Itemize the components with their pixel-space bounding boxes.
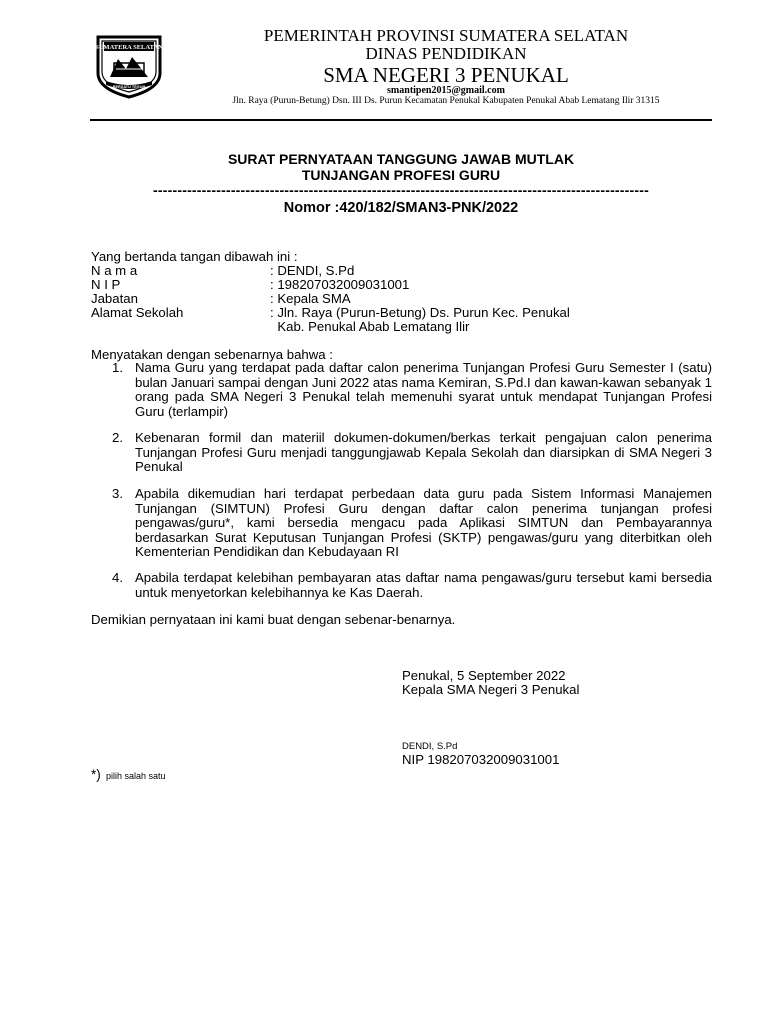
letterhead-email: smantipen2015@gmail.com <box>387 85 505 96</box>
identity-label-nip: N I P <box>91 277 121 292</box>
signature-position: Kepala SMA Negeri 3 Penukal <box>402 682 580 697</box>
identity-label-address: Alamat Sekolah <box>91 305 184 320</box>
list-item <box>112 431 712 475</box>
signature-name: DENDI, S.Pd <box>402 741 458 752</box>
identity-value-name: : DENDI, S.Pd <box>270 263 355 278</box>
list-item-number: 3. <box>112 486 123 501</box>
letterhead-school-name: SMA NEGERI 3 PENUKAL <box>323 63 569 87</box>
identity-value-position: : Kepala SMA <box>270 291 351 306</box>
school-logo <box>92 33 166 99</box>
document-title-line1: SURAT PERNYATAAN TANGGUNG JAWAB MUTLAK <box>227 151 575 167</box>
list-item <box>112 361 712 419</box>
identity-value-nip: : 198207032009031001 <box>270 277 410 292</box>
letterhead-department: DINAS PENDIDIKAN <box>365 44 527 63</box>
identity-value-address: : Jln. Raya (Purun-Betung) Ds. Purun Kec. Penukal <box>270 305 570 320</box>
list-item-text: Apabila terdapat kelebihan pembayaran atas daftar nama pengawas/guru tersebut kami bersedia untuk menyetorkan kelebihannya ke Kas Daerah. <box>135 570 712 600</box>
footnote-mark: *) <box>91 767 101 782</box>
list-item <box>112 571 712 600</box>
document-number: Nomor :420/182/SMAN3-PNK/2022 <box>283 200 519 216</box>
letterhead-address: Jln. Raya (Purun-Betung) Dsn. III Ds. Purun Kecamatan Penukal Kabupaten Penukal Abab Lematang Ilir 31315 <box>232 96 660 106</box>
list-item <box>112 487 712 560</box>
signature-place-date: Penukal, 5 September 2022 <box>402 668 566 683</box>
footnote-text: pilih salah satu <box>106 771 166 781</box>
title-dashed-divider: ------------------------------------------------------------------------------------------------------ <box>153 182 649 198</box>
list-item-text: Kebenaran formil dan materiil dokumen-dokumen/berkas terkait pengajuan calon penerima Tunjangan Profesi Guru menjadi tanggungjawab Kepala Sekolah dan diarsipkan di SMA Negeri 3 Penukal <box>135 430 712 475</box>
sumatera-selatan-emblem-icon <box>92 33 166 99</box>
document-title-line2: TUNJANGAN PROFESI GURU <box>301 167 501 183</box>
identity-label-name: N a m a <box>91 263 138 278</box>
list-item-number: 1. <box>112 360 123 375</box>
closing-text: Demikian pernyataan ini kami buat dengan sebenar-benarnya. <box>91 612 456 627</box>
svg-text:BERSATU TEGUH: BERSATU TEGUH <box>112 85 146 89</box>
signature-nip: NIP 198207032009031001 <box>402 752 560 767</box>
svg-text:SUMATERA SELATAN: SUMATERA SELATAN <box>95 44 163 51</box>
identity-label-position: Jabatan <box>91 291 138 306</box>
list-item-number: 2. <box>112 430 123 445</box>
letterhead-government: PEMERINTAH PROVINSI SUMATERA SELATAN <box>263 26 629 45</box>
list-item-text: Nama Guru yang terdapat pada daftar calon penerima Tunjangan Profesi Guru Semester I (satu) bulan Januari sampai dengan Juni 2022 atas nama Kemiran, S.Pd.I dan kawan-kawan sebanyak 1 orang pada SMA Negeri 3 Penukal telah memenuhi syarat untuk mendapat Tunjangan Profesi Guru (terlampir) <box>135 360 712 419</box>
intro-text: Yang bertanda tangan dibawah ini : <box>91 249 298 264</box>
list-item-text: Apabila dikemudian hari terdapat perbedaan data guru pada Sistem Informasi Manajemen Tunjangan (SIMTUN) Profesi Guru dengan daftar calon penerima tunjangan profesi pengawas/guru*, kami bersedia mengacu pada Aplikasi SIMTUN dan Pembayarannya berdasarkan Surat Keputusan Tunjangan Profesi (SKTP) pengawas/guru yang diterbitkan oleh Kementerian Pendidikan dan Kebudayaan RI <box>135 486 712 560</box>
statement-intro: Menyatakan dengan sebenarnya bahwa : <box>91 347 333 362</box>
identity-value-address-line2: Kab. Penukal Abab Lematang Ilir <box>270 319 470 334</box>
list-item-number: 4. <box>112 570 123 585</box>
letterhead-divider <box>90 119 712 121</box>
